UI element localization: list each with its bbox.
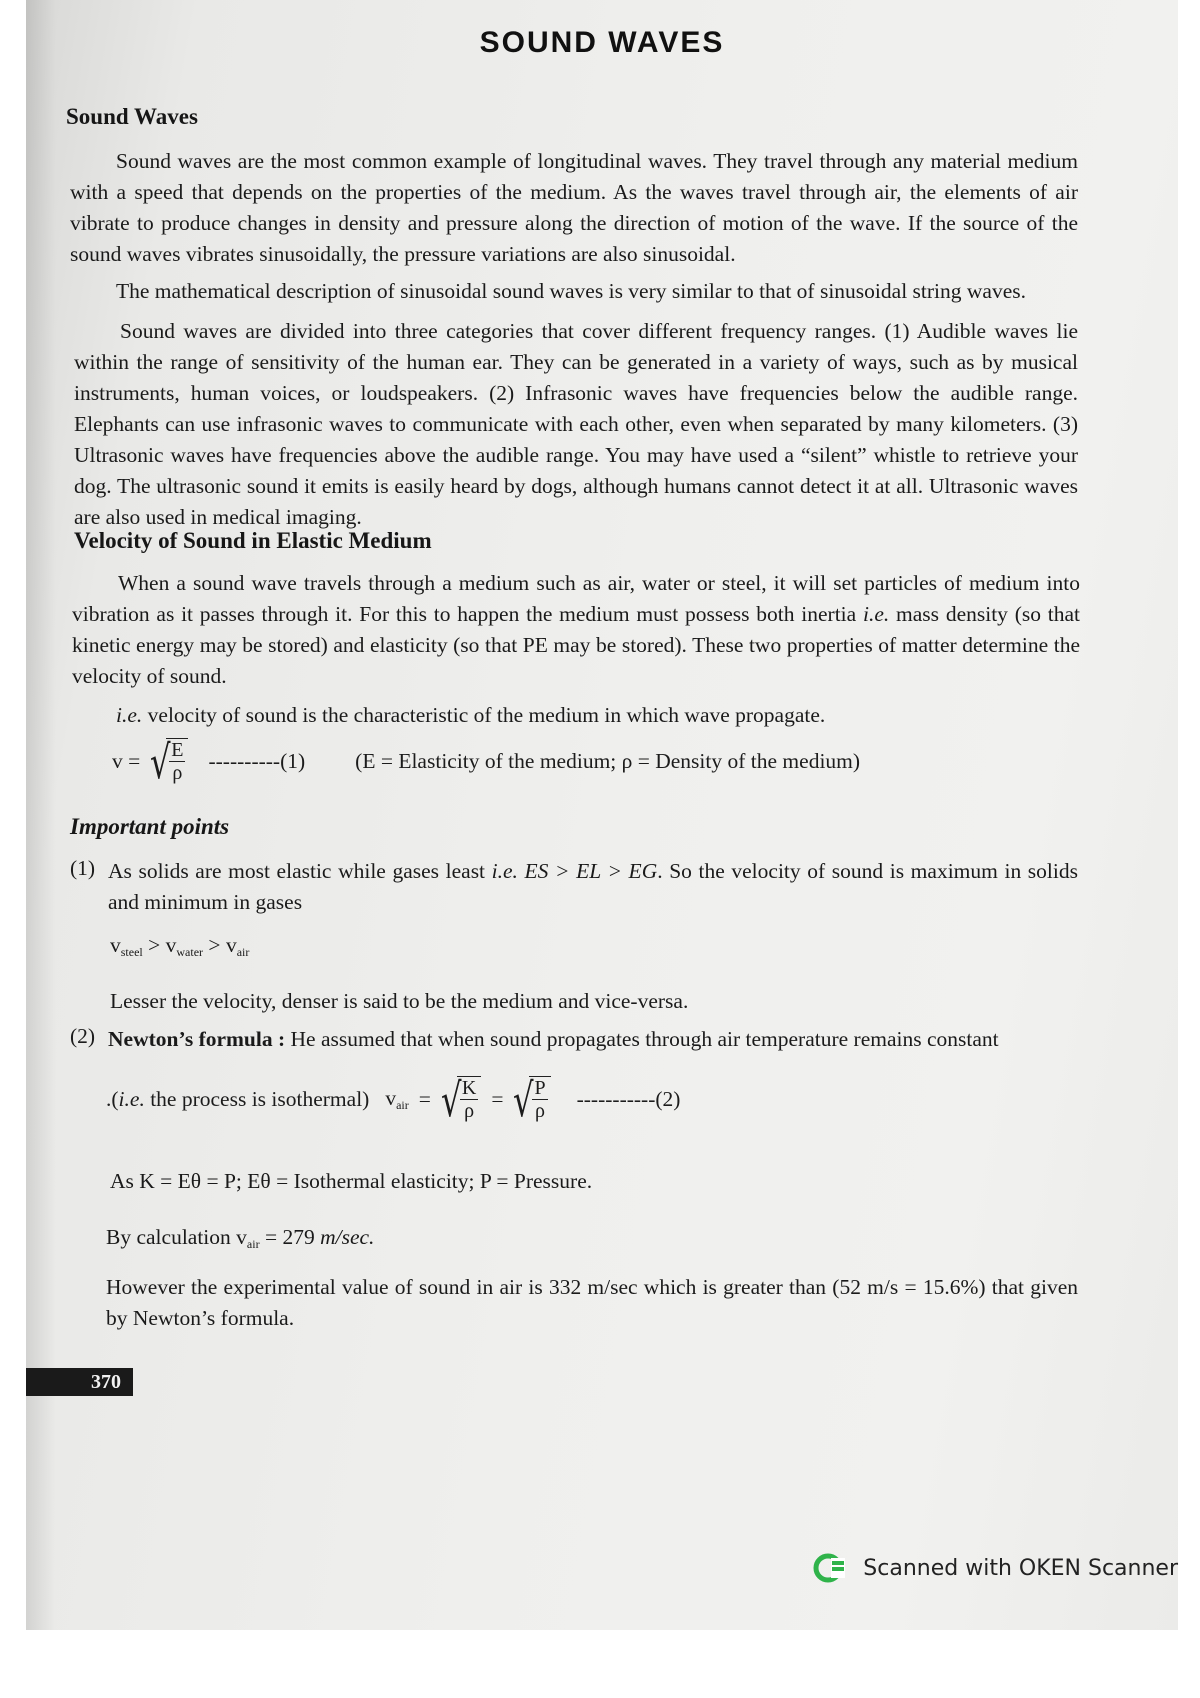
item-2-text: Newton’s formula : He assumed that when sound propagates through air temperature remains constant bbox=[108, 1027, 999, 1051]
paragraph-velocity-medium: When a sound wave travels through a medium such as air, water or steel, it will set particles of medium into vibration as it passes through it. For this to happen the medium must possess both inertia i.e. mass density (so that kinetic energy may be stored) and elasticity (so that PE may be stored). These two properties of matter determine the velocity of sound. bbox=[72, 571, 1080, 688]
section-heading-velocity: Velocity of Sound in Elastic Medium bbox=[74, 528, 432, 553]
page-header: SOUND WAVES bbox=[479, 26, 725, 59]
paragraph-frequency-categories: Sound waves are divided into three categories that cover different frequency ranges. (1) Audible waves lie within the range of sensitivity of the human ear. They can be generated in a variety of ways, such as by musical instruments, human voices, or loudspeakers. (2) Infrasonic waves have frequencies below the audible range. Elephants can use infrasonic waves to communicate with each other, even when separated by many kilometers. (3) Ultrasonic waves have frequencies above the audible range. You may have used a “silent” whistle to retrieve your dog. The ultrasonic sound it emits is easily heard by dogs, although humans cannot detect it at all. Ultrasonic waves are also used in medical imaging. bbox=[74, 319, 1078, 529]
item-1-text: As solids are most elastic while gases least i.e. ES > EL > EG. So the velocity of sound is maximum in solids and minimum in gases bbox=[108, 859, 1078, 914]
experimental-value-paragraph: However the experimental value of sound in air is 332 m/sec which is greater than (52 m/s = 15.6%) that given by Newton’s formula. bbox=[106, 1275, 1078, 1330]
equation-1: v = √ $\frac{E}{\rho}$ ----------(1) (E = Elasticity of the medium; ρ = Density of the medium) bbox=[112, 735, 861, 789]
important-points-heading: Important points bbox=[70, 814, 230, 839]
sqrt-k-over-rho: √ $\frac{K}{\rho}$ bbox=[441, 1076, 481, 1122]
sqrt-e-over-rho: √ $\frac{E}{\rho}$ bbox=[150, 738, 188, 784]
equation-2: .(i.e. the process is isothermal) $v_{air}$ = √ $\frac{K}{\rho}$ = √ $\frac{P}{\rho}$ -----------(2) bbox=[106, 1073, 681, 1127]
paragraph-mathematical-description: The mathematical description of sinusoidal sound waves is very similar to that of sinusoidal string waves. bbox=[116, 279, 1026, 303]
item-1-number: (1) bbox=[70, 856, 96, 880]
lesser-velocity-note: Lesser the velocity, denser is said to be the medium and vice-versa. bbox=[110, 989, 689, 1013]
page-number: 370 bbox=[26, 1368, 133, 1396]
isothermal-elasticity-line: As K = Eθ = P; Eθ = Isothermal elasticity; P = Pressure. bbox=[110, 1169, 593, 1193]
item-2-number: (2) bbox=[70, 1024, 96, 1048]
scanner-watermark-text: Scanned with OKEN Scanner bbox=[863, 1555, 1178, 1581]
velocity-inequality: $v_{steel} > v_{water} > v_{air}$ bbox=[110, 933, 250, 959]
equation-1-note: (E = Elasticity of the medium; ρ = Density of the medium) bbox=[355, 748, 861, 773]
scanner-watermark bbox=[813, 1550, 1178, 1586]
calculation-line: By calculation $v_{air} = 279$ m/sec. bbox=[106, 1225, 375, 1251]
scanned-page bbox=[26, 0, 1178, 1630]
paragraph-velocity-characteristic: i.e. velocity of sound is the characteristic of the medium in which wave propagate. bbox=[116, 703, 826, 727]
paragraph-longitudinal-waves: Sound waves are the most common example of longitudinal waves. They travel through any material medium with a speed that depends on the properties of the medium. As the waves travel through air, the elements of air vibrate to produce changes in density and pressure along the direction of motion of the wave. If the source of the sound waves vibrates sinusoidally, the pressure variations are also sinusoidal. bbox=[70, 149, 1078, 266]
elasticity-relation: ES > EL > EG bbox=[524, 859, 658, 883]
oken-scanner-logo-icon bbox=[813, 1550, 849, 1586]
sqrt-p-over-rho: √ $\frac{P}{\rho}$ bbox=[513, 1076, 550, 1122]
section-heading-sound-waves: Sound Waves bbox=[66, 104, 198, 129]
